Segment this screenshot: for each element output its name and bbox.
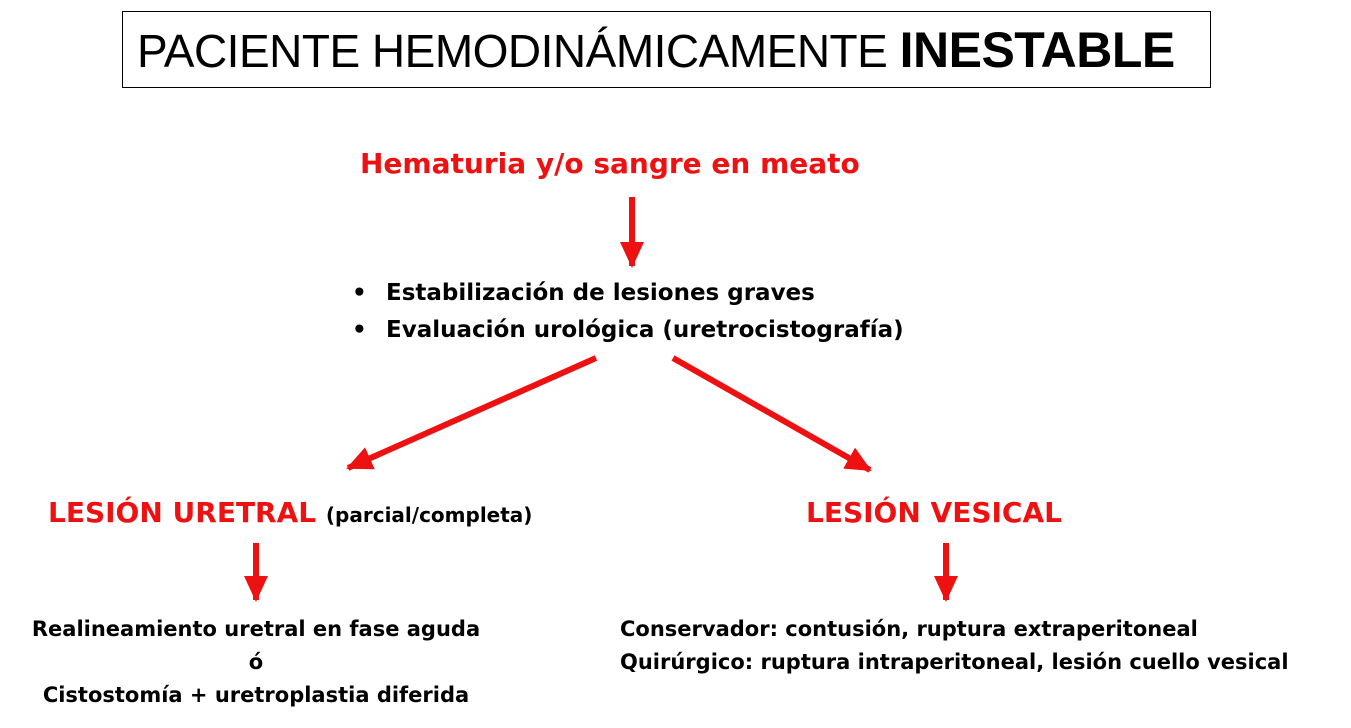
- urethral-outcome-line-1: Realineamiento uretral en fase aguda: [31, 617, 481, 641]
- title-prefix: PACIENTE HEMODINÁMICAMENTE: [137, 25, 888, 77]
- urethral-outcome: [14, 613, 498, 712]
- arrow-steps-to-urethral: [348, 358, 596, 468]
- bladder-outcome-line-1: Conservador: contusión, ruptura extraperitoneal: [620, 617, 1198, 641]
- urethral-qualifier: (parcial/completa): [325, 503, 533, 527]
- trigger-node: Hematuria y/o sangre en meato: [360, 147, 860, 180]
- bladder-outcome: [620, 613, 1289, 679]
- step-stabilization: • Estabilización de lesiones graves: [352, 275, 904, 312]
- step-urologic-evaluation: • Evaluación urológica (uretrocistografía): [352, 312, 904, 349]
- bladder-title-text: LESIÓN VESICAL: [806, 496, 1062, 529]
- title-emphasis: INESTABLE: [899, 22, 1175, 78]
- urethral-outcome-line-2: ó: [248, 650, 264, 674]
- steps-list: [352, 275, 904, 349]
- urethral-branch-title: [48, 494, 532, 534]
- urethral-title-text: LESIÓN URETRAL: [48, 496, 317, 529]
- urethral-outcome-line-3: Cistostomía + uretroplastia diferida: [42, 683, 470, 707]
- bladder-outcome-line-2: Quirúrgico: ruptura intraperitoneal, lesión cuello vesical: [620, 650, 1289, 674]
- arrow-steps-to-bladder: [673, 358, 870, 470]
- bladder-branch-title: [806, 494, 1062, 532]
